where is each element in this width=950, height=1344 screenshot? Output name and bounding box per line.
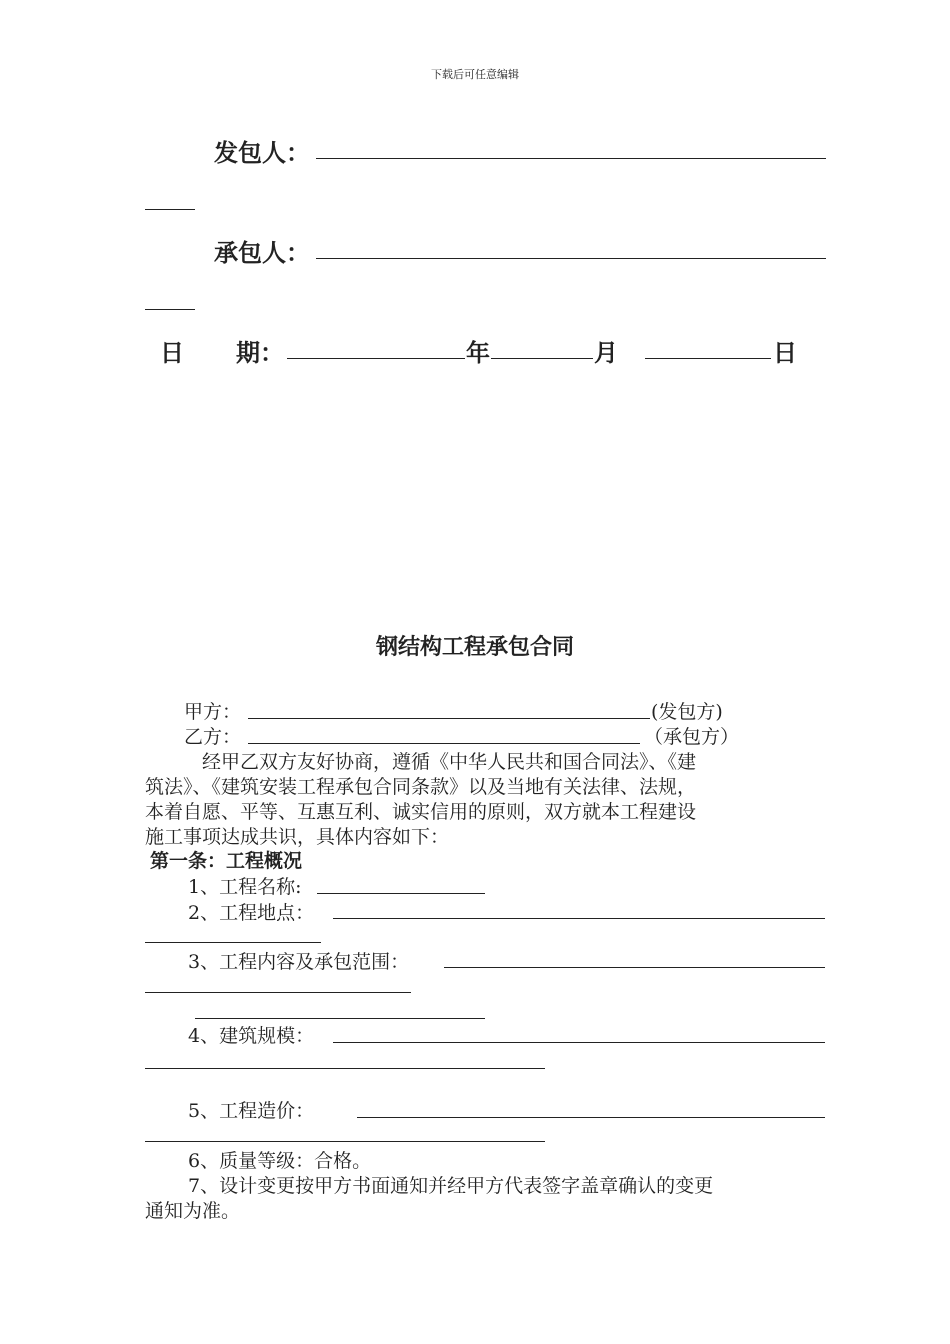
party-b-blank-continued bbox=[145, 309, 195, 310]
contract-title: 钢结构工程承包合同 bbox=[375, 635, 574, 660]
day-label: 日 bbox=[773, 339, 797, 367]
party-b-role: （承包方） bbox=[644, 726, 740, 748]
building-scale-blank-continued bbox=[145, 1068, 545, 1069]
project-name-blank bbox=[317, 893, 485, 894]
party-b-label: 承包人： bbox=[214, 239, 310, 267]
date-label-2: 期： bbox=[236, 339, 284, 367]
item-project-cost: 5、工程造价： bbox=[188, 1100, 315, 1122]
project-location-blank-continued bbox=[145, 942, 321, 943]
item-project-name: 1、工程名称: bbox=[188, 876, 302, 898]
party-a-label: 发包人： bbox=[214, 139, 310, 167]
party-a-name-blank bbox=[248, 718, 650, 719]
party-b-name-blank bbox=[248, 743, 640, 744]
party-b-line-label: 乙方： bbox=[184, 726, 242, 748]
month-blank bbox=[491, 358, 593, 359]
project-location-blank bbox=[333, 918, 825, 919]
party-a-line-label: 甲方： bbox=[184, 701, 242, 723]
header-note: 下载后可任意编辑 bbox=[431, 68, 519, 81]
month-label: 月 bbox=[594, 339, 618, 367]
preamble-line-2: 筑法》、《建筑安装工程承包合同条款》以及当地有关法律、法规， bbox=[145, 776, 697, 798]
item-building-scale: 4、建筑规模： bbox=[188, 1025, 315, 1047]
preamble-line-1: 经甲乙双方友好协商，遵循《中华人民共和国合同法》、《建 bbox=[202, 751, 697, 773]
party-b-blank bbox=[316, 258, 826, 259]
year-label: 年 bbox=[466, 339, 490, 367]
date-label-1: 日 bbox=[160, 339, 184, 367]
article-1-heading: 第一条：工程概况 bbox=[150, 850, 303, 872]
project-cost-blank bbox=[357, 1117, 825, 1118]
party-a-role: (发包方) bbox=[651, 701, 723, 723]
project-scope-blank-3 bbox=[195, 1018, 485, 1019]
project-cost-blank-continued bbox=[145, 1141, 545, 1142]
item-design-change-2: 通知为准。 bbox=[145, 1200, 241, 1222]
project-scope-blank-2 bbox=[145, 992, 411, 993]
item-project-scope: 3、工程内容及承包范围： bbox=[188, 951, 410, 973]
year-blank bbox=[287, 358, 465, 359]
item-project-location: 2、工程地点： bbox=[188, 902, 315, 924]
project-scope-blank bbox=[444, 967, 825, 968]
party-a-blank-continued bbox=[145, 209, 195, 210]
day-blank bbox=[645, 358, 771, 359]
item-design-change-1: 7、设计变更按甲方书面通知并经甲方代表签字盖章确认的变更 bbox=[188, 1175, 714, 1197]
item-quality-grade: 6、质量等级：合格。 bbox=[188, 1150, 372, 1172]
preamble-line-3: 本着自愿、平等、互惠互利、诚实信用的原则，双方就本工程建设 bbox=[145, 801, 697, 823]
preamble-line-4: 施工事项达成共识，具体内容如下： bbox=[145, 826, 450, 848]
building-scale-blank bbox=[333, 1042, 825, 1043]
party-a-blank bbox=[316, 158, 826, 159]
